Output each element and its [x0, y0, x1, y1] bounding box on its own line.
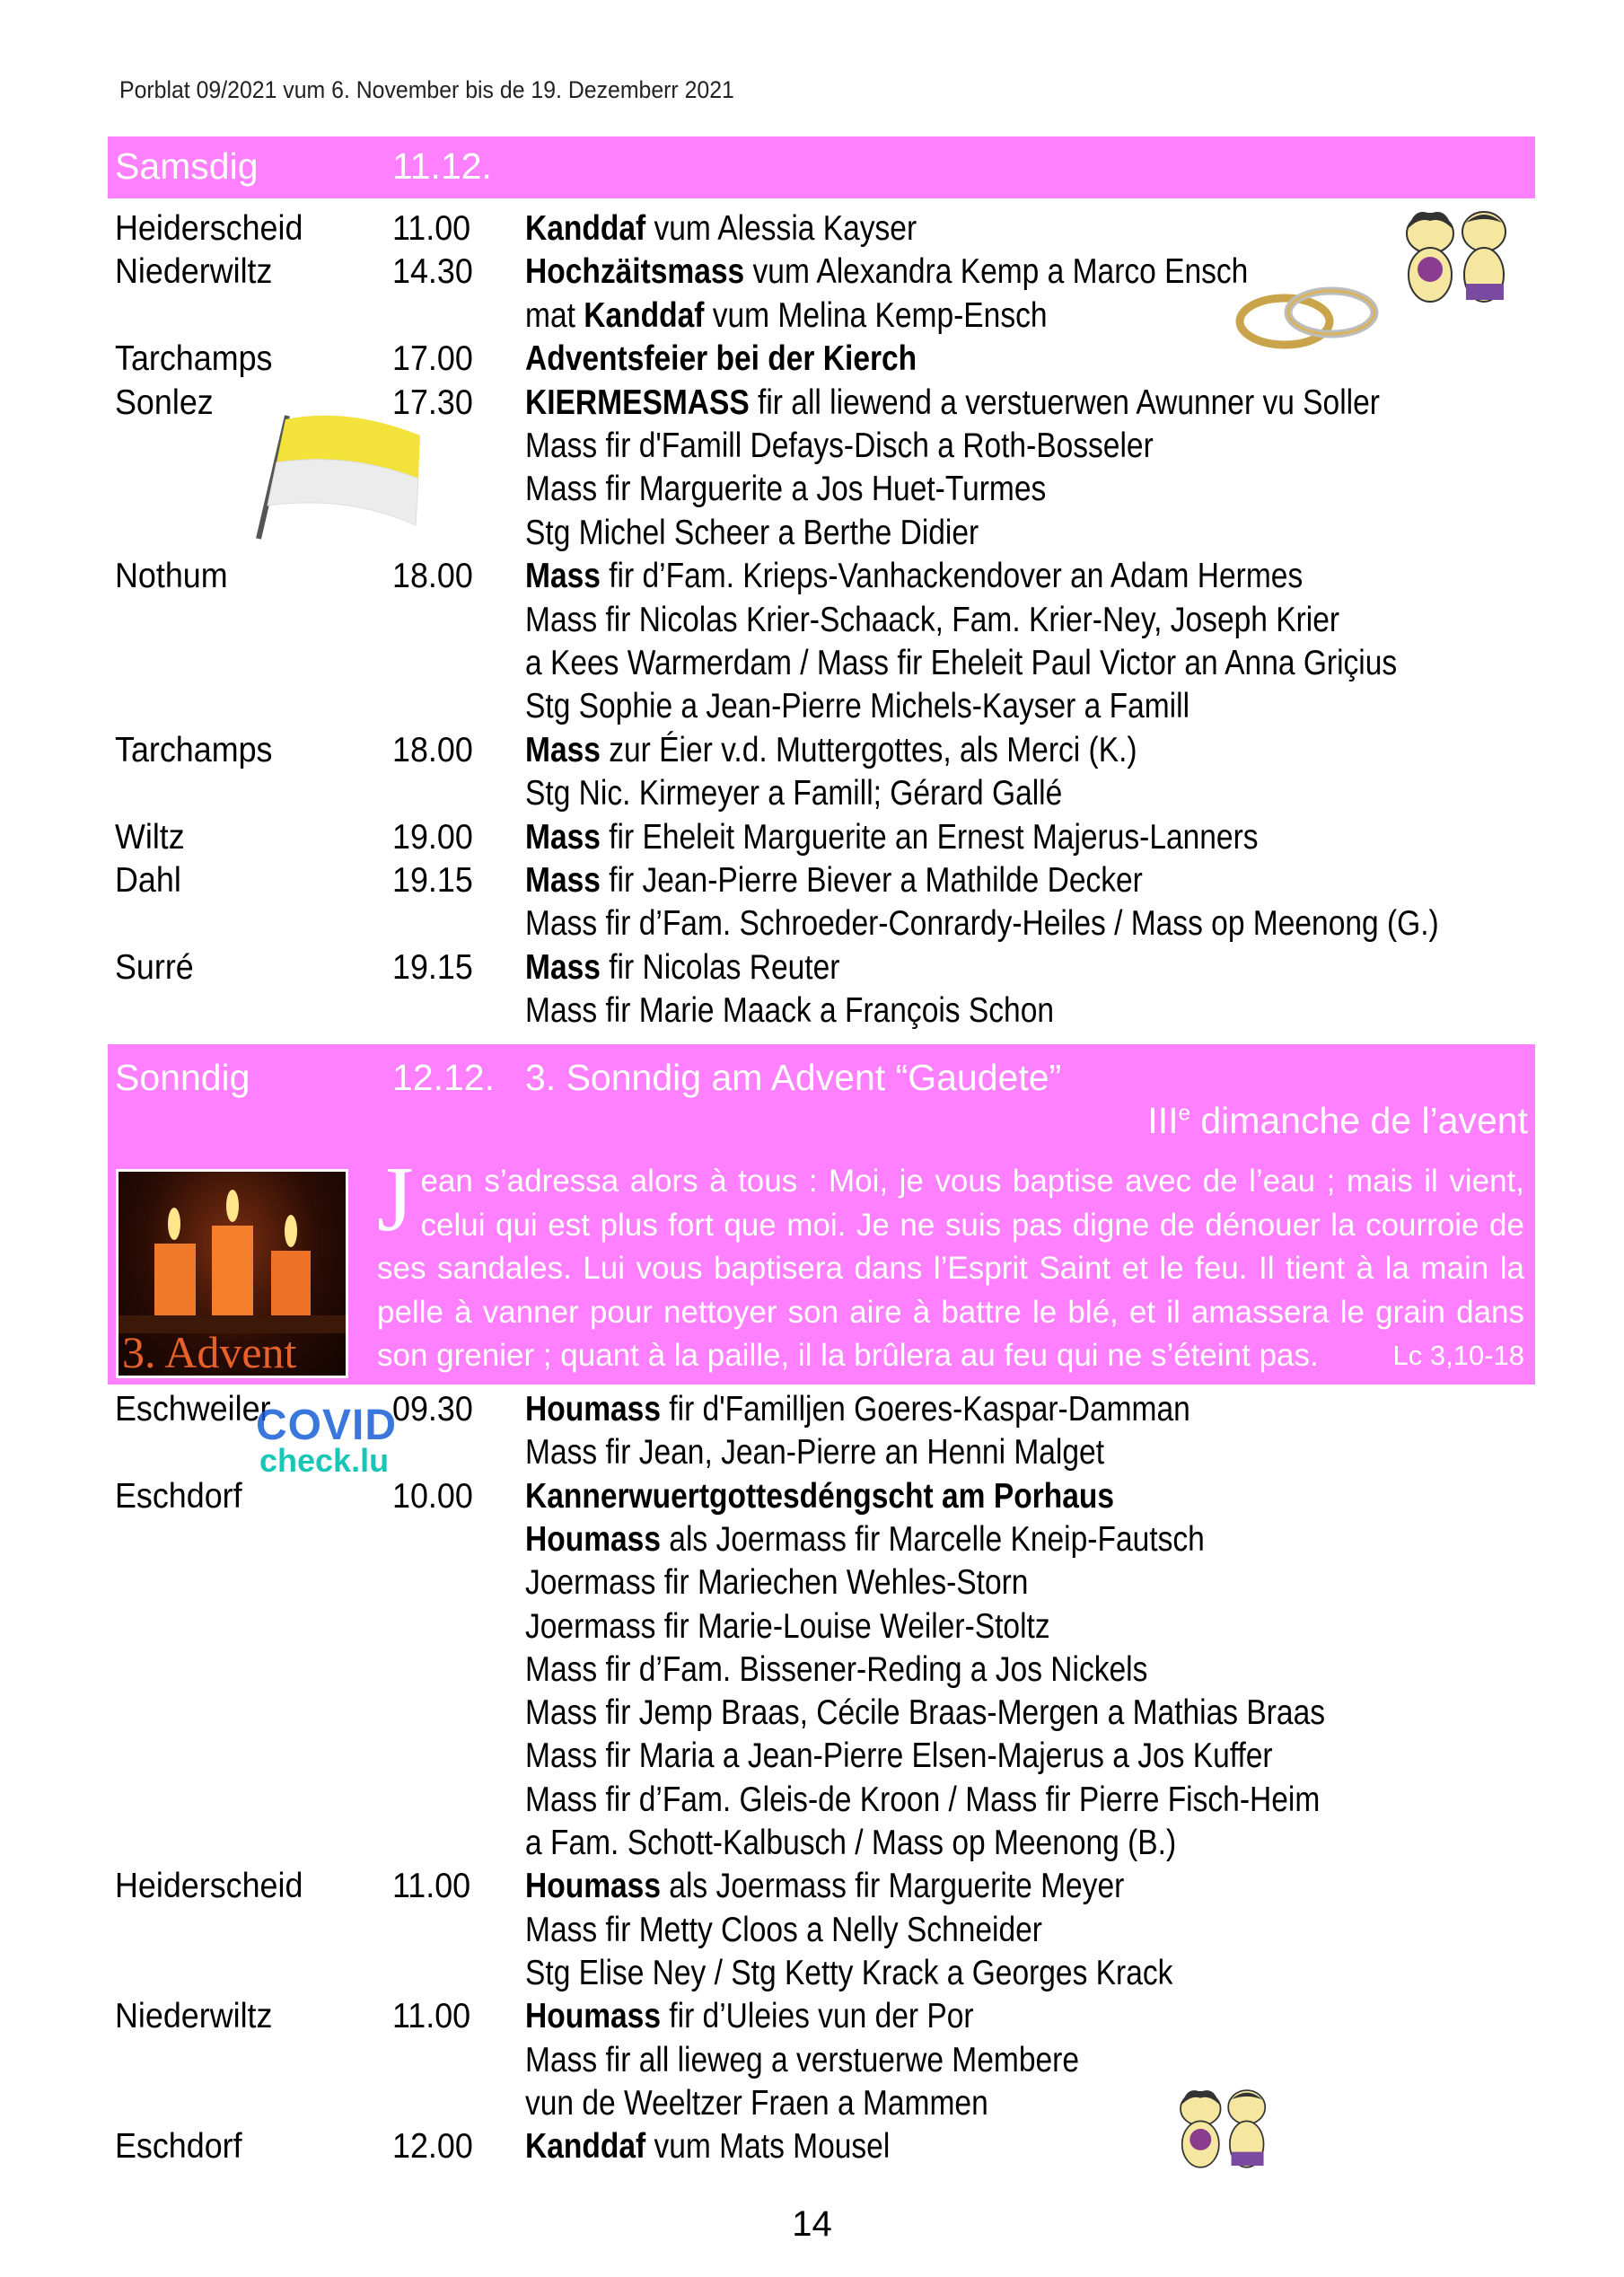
schedule-row	[0, 1952, 1624, 1995]
mass-time: 19.15	[392, 861, 473, 900]
schedule-row	[0, 1735, 1624, 1778]
mass-intention: a Fam. Schott-Kalbusch / Mass op Meenong (B.)	[525, 1824, 1177, 1862]
mass-intention: Mass fir Jean, Jean-Pierre an Henni Malget	[525, 1433, 1105, 1473]
schedule-row	[0, 2125, 1624, 2168]
place-name: Eschweiler	[115, 1390, 271, 1429]
schedule-row	[0, 902, 1624, 945]
mass-description	[525, 251, 1248, 294]
mass-description	[525, 1735, 1273, 1778]
gospel-reference: Lc 3,10-18	[1392, 1340, 1524, 1371]
place-name: Wiltz	[115, 817, 185, 857]
mass-intention: Mass fir d’Fam. Gleis-de Kroon / Mass fir Pierre Fisch-Heim	[525, 1780, 1321, 1819]
mass-description	[525, 425, 1154, 468]
mass-intention: Mass fir d'Famill Defays-Disch a Roth-Bosseler	[525, 426, 1154, 465]
mass-intention: Mass fir Marguerite a Jos Huet-Turmes	[525, 470, 1047, 509]
schedule-row	[0, 1431, 1624, 1474]
mass-intention: Mass fir Nicolas Krier-Schaack, Fam. Krier-Ney, Joseph Krier	[525, 600, 1340, 639]
mass-time: 10.00	[392, 1476, 473, 1516]
mass-description	[525, 338, 917, 381]
mass-intention: fir Eheleit Marguerite an Ernest Majerus-Lanners	[600, 817, 1259, 857]
mass-intention: Mass fir d’Fam. Bissener-Reding a Jos Nickels	[525, 1649, 1148, 1689]
mass-time: 19.15	[392, 947, 473, 987]
mass-time: 17.00	[392, 339, 473, 379]
page-number: 14	[792, 2204, 832, 2244]
mass-time: 12.00	[392, 2127, 473, 2167]
mass-description	[525, 902, 1439, 945]
mass-type: Houmass	[525, 1519, 661, 1559]
mass-description	[525, 468, 1046, 511]
mass-time: 11.00	[392, 1997, 471, 2036]
mass-type: Kanddaf	[525, 209, 646, 248]
mass-description	[525, 946, 839, 989]
mass-description	[525, 642, 1397, 685]
mass-type: Mass	[525, 817, 601, 857]
saturday-band	[108, 136, 1535, 198]
schedule-row	[0, 1648, 1624, 1692]
kids-figures-picture-bottom	[1170, 2081, 1277, 2176]
schedule-row	[0, 382, 1624, 425]
mass-description	[525, 1779, 1320, 1822]
advent-label: 3. Advent	[122, 1327, 297, 1377]
mass-description	[525, 599, 1339, 642]
mass-intention: zur Éier v.d. Muttergottes, als Merci (K.)	[600, 730, 1137, 769]
mass-intention: vum Mats Mousel	[645, 2127, 891, 2167]
schedule-row	[0, 1475, 1624, 1518]
mass-intention: vum Alexandra Kemp a Marco Ensch	[744, 252, 1249, 292]
place-name: Nothum	[115, 557, 228, 596]
mass-description	[525, 2082, 988, 2125]
mass-intention: fir Nicolas Reuter	[600, 947, 840, 987]
mass-time: 18.00	[392, 730, 473, 769]
children-icon	[1394, 205, 1520, 308]
mass-intention: Mass fir d’Fam. Schroeder-Conrardy-Heiles / Mass op Meenong (G.)	[525, 904, 1439, 944]
place-name: Niederwiltz	[115, 1997, 273, 2036]
schedule-row	[0, 1605, 1624, 1648]
mass-description	[525, 1822, 1176, 1865]
place-name: Eschdorf	[115, 1476, 242, 1516]
mass-description	[525, 1388, 1190, 1431]
schedule-row	[0, 1909, 1624, 1952]
schedule-row	[0, 1865, 1624, 1908]
place-name: Tarchamps	[115, 730, 273, 769]
mass-type: Hochzäitsmass	[525, 252, 745, 292]
schedule-row	[0, 512, 1624, 555]
schedule-row	[0, 1692, 1624, 1735]
schedule-row	[0, 1822, 1624, 1865]
mass-description	[525, 685, 1189, 728]
schedule-row	[0, 555, 1624, 598]
mass-description	[525, 512, 979, 555]
covid-logo-line1: COVID	[256, 1402, 398, 1449]
place-name: Niederwiltz	[115, 252, 273, 292]
children-icon	[1170, 2081, 1277, 2176]
flag-icon	[250, 409, 429, 543]
mass-intention: Mass fir Metty Cloos a Nelly Schneider	[525, 1910, 1042, 1949]
saturday-date-label: 11.12.	[392, 145, 492, 187]
mass-description	[525, 1865, 1124, 1908]
gospel-initial: J	[377, 1147, 414, 1251]
schedule-row	[0, 2039, 1624, 2082]
mass-intention: fir d’Fam. Krieps-Vanhackendover an Adam Hermes	[600, 557, 1304, 596]
mass-intention: Stg Elise Ney / Stg Ketty Krack a Georges Krack	[525, 1953, 1173, 1992]
subtitle-text: dimanche de l’avent	[1189, 1100, 1528, 1141]
mass-type: Adventsfeier bei der Kierch	[525, 339, 917, 379]
kids-figures-picture	[1394, 205, 1520, 308]
mass-time: 18.00	[392, 557, 473, 596]
mass-intention: fir d’Uleies vun der Por	[660, 1997, 974, 2036]
mass-description	[525, 207, 917, 251]
mass-type: Mass	[525, 861, 601, 900]
schedule-row	[0, 816, 1624, 859]
mass-description	[525, 295, 1048, 338]
mass-intention: Stg Michel Scheer a Berthe Didier	[525, 513, 979, 552]
mass-time: 11.00	[392, 1867, 471, 1906]
place-name: Tarchamps	[115, 339, 273, 379]
page-header: Porblat 09/2021 vum 6. November bis de 19. Dezemberr 2021	[119, 76, 734, 103]
mass-type: Mass	[525, 730, 601, 769]
place-name: Dahl	[115, 861, 181, 900]
schedule-row	[0, 468, 1624, 511]
mass-prefix: mat	[525, 295, 584, 335]
mass-intention: als Joermass fir Marcelle Kneip-Fautsch	[660, 1519, 1205, 1559]
mass-time: 14.30	[392, 252, 473, 292]
mass-type: Kanddaf	[525, 2127, 646, 2167]
mass-type: Mass	[525, 557, 601, 596]
mass-description	[525, 1909, 1042, 1952]
mass-intention: vun de Weeltzer Fraen a Mammen	[525, 2083, 988, 2123]
mass-description	[525, 1692, 1325, 1735]
mass-type: Kanddaf	[584, 295, 705, 335]
sunday-day-label: Sonndig	[115, 1057, 250, 1098]
mass-type: Houmass	[525, 1997, 661, 2036]
place-name: Eschdorf	[115, 2127, 242, 2167]
mass-time: 17.30	[392, 382, 473, 422]
mass-description	[525, 1431, 1104, 1474]
mass-description	[525, 1952, 1172, 1995]
schedule-row	[0, 425, 1624, 468]
mass-description	[525, 382, 1380, 425]
mass-description	[525, 1605, 1050, 1648]
place-name: Surré	[115, 947, 194, 987]
mass-description	[525, 555, 1303, 598]
schedule-row	[0, 1995, 1624, 2038]
schedule-row	[0, 1561, 1624, 1604]
mass-intention: als Joermass fir Marguerite Meyer	[660, 1867, 1125, 1906]
schedule-row	[0, 207, 1624, 251]
mass-description	[525, 989, 1054, 1033]
mass-description	[525, 1995, 974, 2038]
mass-intention: fir all liewend a verstuerwen Awunner vu Soller	[749, 382, 1380, 422]
mass-type: Kannerwuertgottesdéngscht am Porhaus	[525, 1476, 1115, 1516]
mass-intention: Joermass fir Marie-Louise Weiler-Stoltz	[525, 1606, 1050, 1646]
mass-type: Houmass	[525, 1390, 661, 1429]
schedule-row	[0, 1779, 1624, 1822]
mass-intention: fir Jean-Pierre Biever a Mathilde Decker	[600, 861, 1143, 900]
place-name: Sonlez	[115, 382, 214, 422]
mass-time: 11.00	[392, 209, 471, 248]
schedule-row	[0, 642, 1624, 685]
schedule-row	[0, 729, 1624, 772]
schedule-row	[0, 946, 1624, 989]
mass-intention: Mass fir Marie Maack a François Schon	[525, 991, 1055, 1031]
mass-intention: Mass fir Maria a Jean-Pierre Elsen-Majerus a Jos Kuffer	[525, 1736, 1273, 1776]
covid-logo-line2: check.lu	[259, 1442, 390, 1479]
schedule-row	[0, 599, 1624, 642]
mass-description	[525, 729, 1137, 772]
mass-description	[525, 772, 1062, 815]
mass-time: 09.30	[392, 1390, 473, 1429]
schedule-row	[0, 685, 1624, 728]
mass-intention: vum Alessia Kayser	[645, 209, 917, 248]
schedule-row	[0, 772, 1624, 815]
mass-intention: Joermass fir Mariechen Wehles-Storn	[525, 1563, 1029, 1603]
gospel-body: ean s’adressa alors à tous : Moi, je vous baptise avec de l’eau ; mais il vient, celui qui est plus fort que moi. Je ne suis pas digne de dénouer la courroie de ses sandales. Lui vous baptisera dans l’Esprit Saint et le feu. Il tient à la main la pelle à vanner pour nettoyer son aire à battre le blé, et il amassera le grain dans son grenier ; quant à la paille, il la brûlera au feu qui ne s’éteint pas.	[377, 1164, 1524, 1373]
mass-time: 19.00	[392, 817, 473, 857]
mass-description	[525, 859, 1143, 902]
saturday-day-label: Samsdig	[115, 145, 259, 187]
gospel-text	[377, 1147, 1524, 1378]
mass-description	[525, 2125, 890, 2168]
mass-description	[525, 816, 1259, 859]
subtitle-sup: e	[1178, 1101, 1190, 1126]
mass-description	[525, 1518, 1205, 1561]
mass-intention: Stg Sophie a Jean-Pierre Michels-Kayser a Famill	[525, 687, 1190, 726]
papal-flag-picture	[250, 409, 429, 543]
mass-type: Houmass	[525, 1867, 661, 1906]
mass-intention: vum Melina Kemp-Ensch	[704, 295, 1048, 335]
mass-intention: fir d'Familljen Goeres-Kaspar-Damman	[660, 1390, 1190, 1429]
sunday-date-label: 12.12.	[392, 1057, 495, 1098]
sunday-subtitle	[1147, 1100, 1528, 1142]
mass-description	[525, 1475, 1114, 1518]
mass-intention: Mass fir Jemp Braas, Cécile Braas-Mergen a Mathias Braas	[525, 1693, 1326, 1733]
schedule-row	[0, 1518, 1624, 1561]
schedule-row	[0, 1388, 1624, 1431]
mass-description	[525, 1648, 1147, 1692]
advent-candles-picture	[116, 1169, 348, 1378]
covid-check-logo	[256, 1401, 435, 1481]
mass-intention: Mass fir all lieweg a verstuerwe Membere	[525, 2040, 1079, 2079]
mass-type: Mass	[525, 947, 601, 987]
place-name: Heiderscheid	[115, 1867, 303, 1906]
schedule-row	[0, 2082, 1624, 2125]
mass-intention: a Kees Warmerdam / Mass fir Eheleit Paul Victor an Anna Griçius	[525, 644, 1398, 682]
wedding-rings-picture	[1233, 278, 1381, 355]
mass-description	[525, 2039, 1079, 2082]
schedule-row	[0, 859, 1624, 902]
mass-intention: Stg Nic. Kirmeyer a Famill; Gérard Gallé	[525, 774, 1063, 813]
sunday-title: 3. Sonndig am Advent “Gaudete”	[525, 1057, 1062, 1098]
schedule-row	[0, 989, 1624, 1033]
rings-icon	[1233, 278, 1381, 355]
place-name: Heiderscheid	[115, 209, 303, 248]
mass-type: KIERMESMASS	[525, 382, 750, 422]
mass-description	[525, 1561, 1028, 1604]
subtitle-roman: III	[1147, 1100, 1179, 1141]
